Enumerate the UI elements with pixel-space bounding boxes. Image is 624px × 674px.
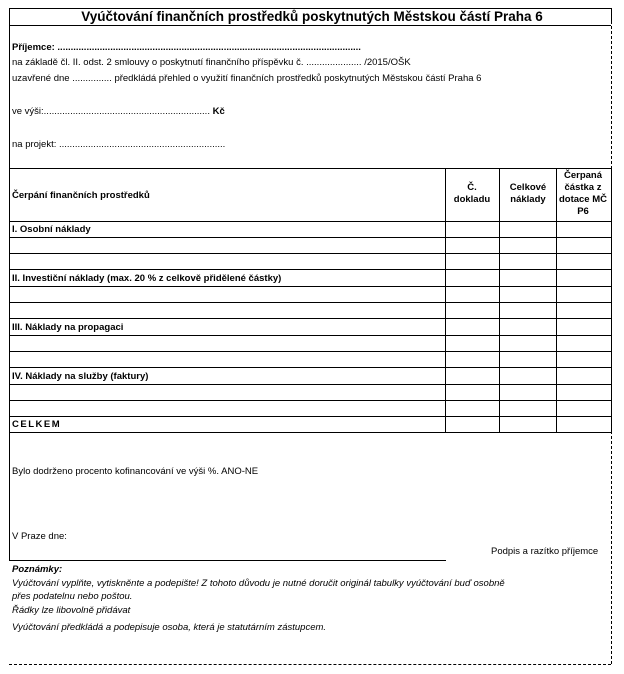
- row-line: [9, 335, 611, 336]
- recipient-line: Příjemce: ...................................................................................................................: [12, 42, 361, 53]
- section-service-costs: IV. Náklady na služby (faktury): [12, 371, 149, 382]
- note-line: přes podatelnu nebo poštou.: [12, 591, 133, 602]
- section-investment-costs: II. Investiční náklady (max. 20 % z celkově přidělené částky): [12, 273, 282, 284]
- signature-label: Podpis a razítko příjemce: [491, 546, 599, 557]
- project-line: na projekt: ...............................................................: [12, 139, 226, 150]
- table-header-description: Čerpání finančních prostředků: [12, 190, 150, 201]
- row-line: [9, 318, 611, 319]
- section-promotion-costs: III. Náklady na propagaci: [12, 322, 124, 333]
- row-line: [9, 416, 611, 417]
- note-line: Řádky lze libovolně přidávat: [12, 605, 131, 616]
- table-top-line: [9, 168, 611, 169]
- table-header-drawn-amount: Čerpaná částka z dotace MČ P6: [558, 170, 608, 217]
- row-line: [9, 221, 611, 222]
- table-header-total-costs: Celkové náklady: [509, 182, 547, 205]
- col-line-3: [556, 168, 557, 432]
- note-line: Vyúčtování vyplňte, vytiskněnte a podepište! Z tohoto důvodu je nutné doručit originál tabulky vyúčtování buď osobně: [12, 578, 505, 589]
- row-line: [9, 384, 611, 385]
- place-date-label: V Praze dne:: [12, 531, 67, 542]
- notes-title: Poznámky:: [12, 564, 63, 575]
- page-title: Vyúčtování finančních prostředků poskytnutých Městskou částí Praha 6: [81, 9, 543, 24]
- contract-line: na základě čl. II. odst. 2 smlouvy o poskytnutí finančního příspěvku č. ..................... /2015/OŠK: [12, 57, 411, 68]
- row-line: [9, 237, 611, 238]
- note-line: Vyúčtování předkládá a podepisuje osoba, která je statutárním zástupcem.: [12, 622, 327, 633]
- col-line-2: [499, 168, 500, 432]
- amount-currency: Kč: [212, 106, 225, 117]
- cofinancing-statement: Bylo dodrženo procento kofinancování ve výši %. ANO-NE: [12, 466, 259, 477]
- row-line: [9, 286, 611, 287]
- col-line-4: [611, 168, 612, 432]
- table-header-doc-number: Č. dokladu: [453, 182, 491, 205]
- title-underline: [9, 25, 611, 26]
- row-line: [9, 367, 611, 368]
- frame-bottom-dashed: [9, 664, 611, 665]
- total-row-label: CELKEM: [12, 419, 62, 430]
- row-line: [9, 302, 611, 303]
- row-line: [9, 269, 611, 270]
- amount-prefix: ve výši:...............................................................: [12, 106, 210, 117]
- col-line-1: [445, 168, 446, 432]
- row-line: [9, 253, 611, 254]
- section-personnel-costs: I. Osobní náklady: [12, 224, 91, 235]
- contract-date-line: uzavřené dne ............... předkládá přehled o využití finančních prostředků poskytnutých Městskou částí Praha 6: [12, 73, 482, 84]
- row-line: [9, 400, 611, 401]
- row-line: [9, 351, 611, 352]
- table-bottom-line: [9, 432, 611, 433]
- amount-line: [12, 106, 225, 117]
- frame-left: [9, 8, 10, 560]
- date-underline: [9, 560, 446, 561]
